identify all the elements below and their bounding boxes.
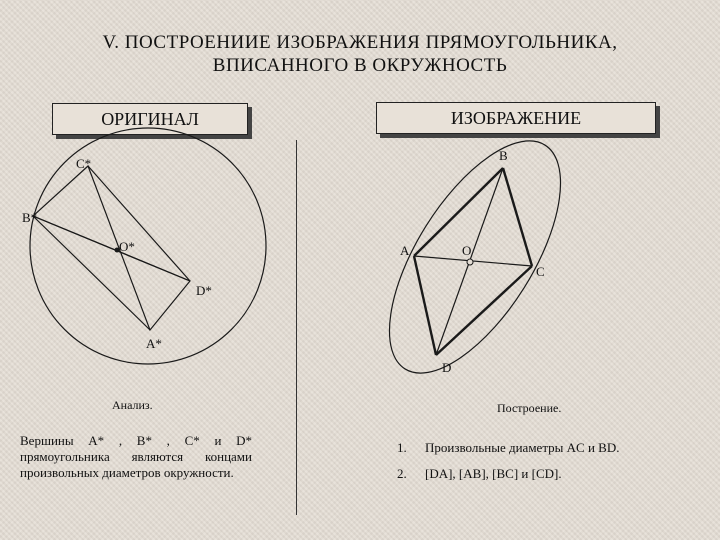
image-side-da	[414, 256, 436, 355]
analysis-text: Вершины A* , B* , C* и D* прямоугольника являются концами произвольных диаметров окружности.	[20, 433, 252, 480]
point-label-o-star: O*	[119, 239, 135, 254]
image-side-cd	[436, 266, 532, 355]
step-1-text: Произвольные диаметры AC и BD.	[425, 440, 620, 455]
construction-heading: Построение.	[497, 401, 562, 415]
point-label-d: D	[442, 360, 452, 375]
point-label-a-star: A*	[146, 336, 162, 351]
image-side-bc	[503, 168, 532, 266]
image-side-ab	[414, 168, 503, 256]
step-2-text: [DA], [AB], [BC] и [CD].	[425, 466, 562, 481]
step-1-number: 1.	[397, 440, 407, 455]
analysis-heading: Анализ.	[112, 398, 153, 412]
point-label-o: O	[462, 243, 472, 258]
image-center-point	[467, 259, 473, 265]
point-label-c: C	[536, 264, 545, 279]
point-label-b: B	[499, 148, 508, 163]
original-label-box: ОРИГИНАЛ	[52, 103, 248, 135]
image-label-box: ИЗОБРАЖЕНИЕ	[376, 102, 656, 134]
point-label-a: A	[400, 243, 410, 258]
point-label-d-star: D*	[196, 283, 212, 298]
step-2-number: 2.	[397, 466, 407, 481]
point-label-c-star: C*	[76, 156, 92, 171]
original-side-bd	[33, 216, 190, 281]
title-line-2: ВПИСАННОГО В ОКРУЖНОСТЬ	[212, 55, 508, 76]
image-ellipse	[356, 114, 594, 399]
point-label-b-star: B*	[22, 210, 38, 225]
original-diameter-c-d	[88, 166, 190, 281]
title-line-1: V. ПОСТРОЕНИИЕ ИЗОБРАЖЕНИЯ ПРЯМОУГОЛЬНИКА,	[102, 32, 618, 53]
